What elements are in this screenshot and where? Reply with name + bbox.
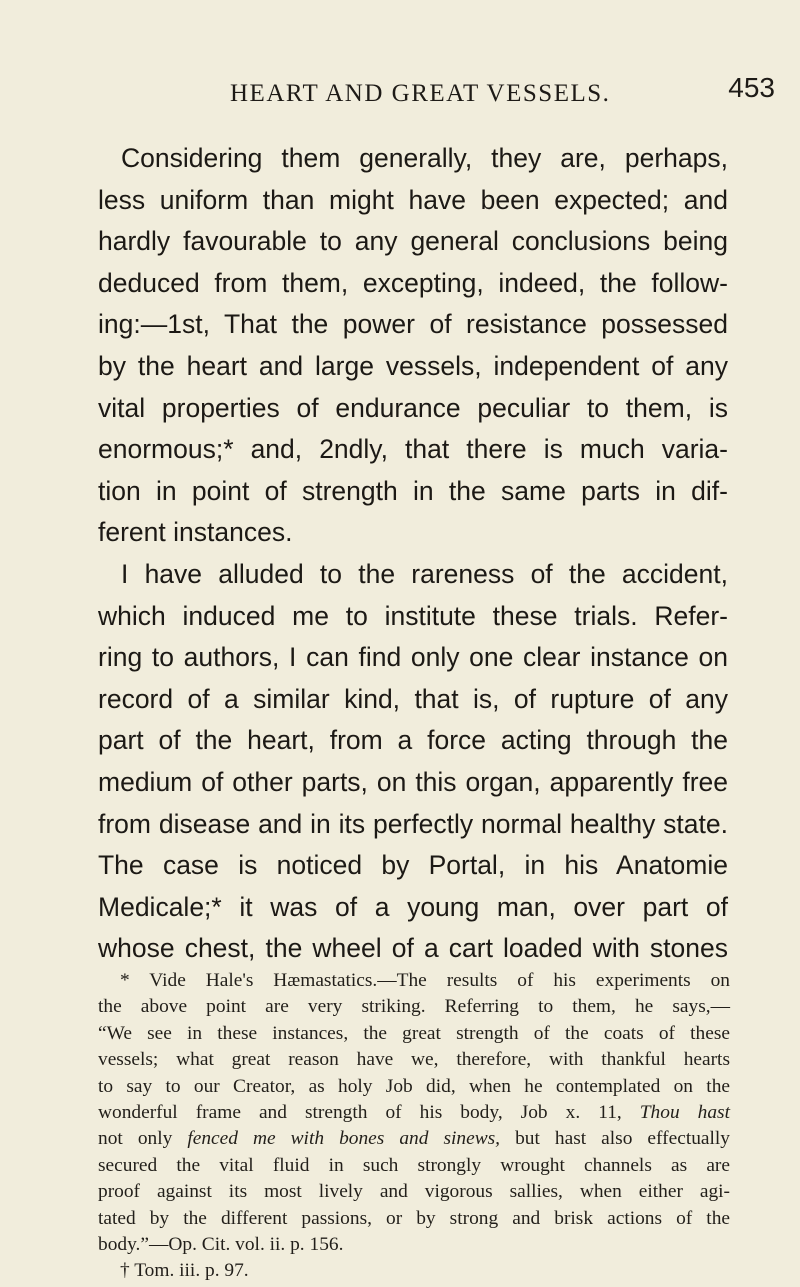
body-line: Considering them generally, they are, perhaps, <box>121 143 728 173</box>
body-line: by the heart and large vessels, independent of any <box>98 350 728 381</box>
page-number: 453 <box>728 72 775 103</box>
body-line: record of a similar kind, that is, of rupture of any <box>98 683 728 714</box>
footnote-line: to say to our Creator, as holy Job did, when he contemplated on the <box>98 1075 730 1097</box>
footnote-text: but hast also effectually <box>515 1128 730 1150</box>
footnote-line: secured the vital fluid in such strongly wrought channels as are <box>98 1154 730 1176</box>
footnote-line: * Vide Hale's Hæmastatics.—The results of his experiments on <box>120 970 730 991</box>
footnote-line: body.”—Op. Cit. vol. ii. p. 156. <box>98 1233 344 1255</box>
body-line: hardly favourable to any general conclusions being <box>98 226 728 257</box>
footnote-text: wonderful frame and strength of his body, Job x. 11, <box>98 1101 622 1123</box>
footnote-line: the above point are very striking. Referring to them, he says,— <box>98 996 730 1018</box>
body-text <box>98 138 728 970</box>
footnote-text: not only <box>98 1128 173 1150</box>
body-line: from disease and in its perfectly normal healthy state. <box>98 808 728 839</box>
body-line: tion in point of strength in the same parts in dif- <box>98 475 728 506</box>
footnote-line <box>98 1126 730 1152</box>
footnote-italic: fenced me with bones and sinews, <box>187 1128 501 1150</box>
footnote-italic: Thou hast <box>639 1101 730 1123</box>
body-line: less uniform than might have been expected; and <box>98 184 728 215</box>
footnote-line: vessels; what great reason have we, therefore, with thankful hearts <box>98 1049 730 1071</box>
running-head-title: HEART AND GREAT VESSELS. <box>230 80 611 107</box>
footnote-line: † Tom. iii. p. 97. <box>120 1260 249 1282</box>
body-line: part of the heart, from a force acting through the <box>98 725 728 756</box>
running-head <box>100 72 775 112</box>
body-line: enormous;* and, 2ndly, that there is much varia- <box>98 434 728 465</box>
footnote-line: “We see in these instances, the great strength of the coats of these <box>98 1022 730 1044</box>
body-line: vital properties of endurance peculiar to them, is <box>98 392 728 423</box>
body-line: The case is noticed by Portal, in his Anatomie <box>98 850 728 881</box>
body-line: ferent instances. <box>98 517 293 548</box>
body-line: medium of other parts, on this organ, apparently free <box>98 766 728 797</box>
body-line: whose chest, the wheel of a cart loaded with stones <box>98 933 728 964</box>
body-line: I have alluded to the rareness of the accident, <box>121 558 728 589</box>
body-line: which induced me to institute these trials. Refer- <box>98 600 728 631</box>
body-line: ring to authors, I can find only one clear instance on <box>98 642 728 673</box>
footnote-line: tated by the different passions, or by strong and brisk actions of the <box>98 1207 730 1229</box>
body-line: Medicale;* it was of a young man, over part of <box>98 891 728 922</box>
footnote-line: proof against its most lively and vigorous sallies, when either agi- <box>98 1181 730 1203</box>
footnote-line <box>98 1100 730 1126</box>
body-line: ing:—1st, That the power of resistance possessed <box>98 309 728 340</box>
footnotes <box>98 968 730 1285</box>
body-line: deduced from them, excepting, indeed, the follow- <box>98 267 728 298</box>
